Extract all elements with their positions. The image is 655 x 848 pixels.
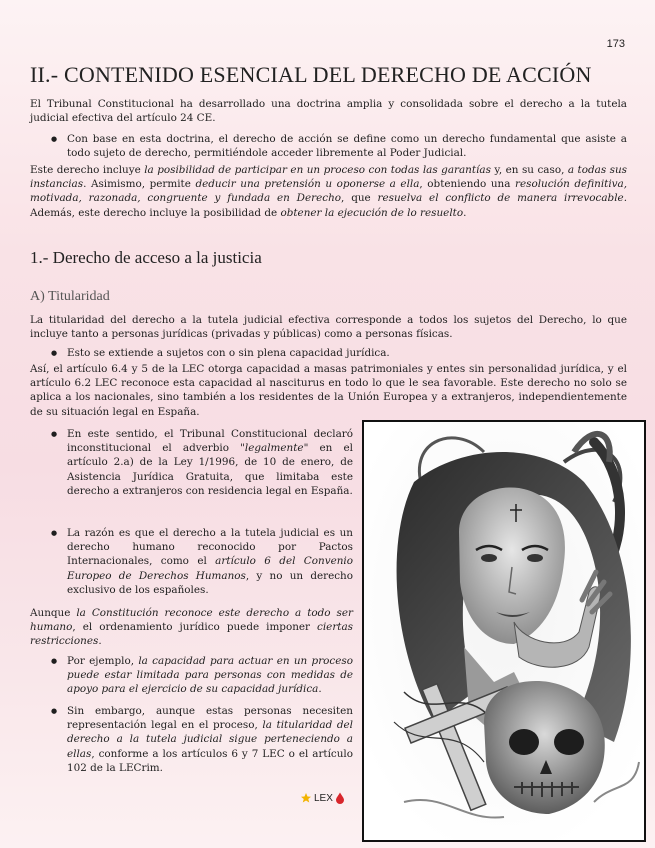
- intro-bullet-1: ● Con base en esta doctrina, el derecho de acción se define como un derecho fundamental que asiste a todo sujeto de derecho, permitiéndole acceder libremente al Poder Judicial.: [67, 132, 627, 160]
- titularidad-paragraph-2: Así, el artículo 6.4 y 5 de la LEC otorga capacidad a masas patrimoniales y entes sin personalidad jurídica, y el artículo 6.2 LEC reconoce esta capacidad al nasciturus en todo lo que le sea favorable. Este derecho no solo se aplica a los nacionales, sino también a los residentes de la Unión Europea y a extranjeros, independientemente de su situación legal en España.: [30, 363, 627, 418]
- star-icon: [300, 792, 312, 804]
- section-1-title: 1.- Derecho de acceso a la justicia: [30, 248, 262, 267]
- page-number: 173: [606, 38, 625, 50]
- titularidad-bullet-2: ● En este sentido, el Tribunal Constitucional declaró inconstitucional el adverbio "legalmente" en el artículo 2.a) de la Ley 1/1996, de 10 de enero, de Asistencia Jurídica Gratuita, que limitaba este derecho a extranjeros con residencia legal en España.: [67, 427, 353, 498]
- titularidad-bullet-3: ● La razón es que el derecho a la tutela judicial es un derecho humano reconocido por Pactos Internacionales, como el artículo 6 del Convenio Europeo de Derechos Humanos, y no un derecho exclusivo de los españoles.: [67, 526, 353, 597]
- titularidad-paragraph-1: La titularidad del derecho a la tutela judicial efectiva corresponde a todos los sujetos del Derecho, lo que incluye tanto a personas jurídicas (privadas y públicas) como a personas físicas.: [30, 314, 627, 341]
- section-heading: II.- CONTENIDO ESENCIAL DEL DERECHO DE ACCIÓN: [30, 62, 592, 87]
- drop-icon: [335, 792, 345, 804]
- intro-paragraph-2: Este derecho incluye la posibilidad de participar en un proceso con todas las garantías y, en su caso, a todas sus instancias. Asimismo, permite deducir una pretensión u oponerse a ella, obteniendo una resolución definitiva, motivada, razonada, congruente y fundada en Derecho, que resuelva el conflicto de manera irrevocable. Además, este derecho incluye la posibilidad de obtener la ejecución de lo resuelto.: [30, 164, 628, 219]
- illustration-icon: [364, 422, 644, 840]
- titularidad-bullet-4: ● Por ejemplo, la capacidad para actuar en un proceso puede estar limitada para personas con medidas de apoyo para el ejercicio de su capacidad jurídica.: [67, 654, 353, 697]
- titularidad-bullet-5: ● Sin embargo, aunque estas personas necesiten representación legal en el proceso, la titularidad del derecho a la tutela judicial sigue perteneciendo a ellas, conforme a los artículos 6 y 7 LEC o el artículo 102 de la LECrim.: [67, 704, 353, 775]
- subsection-a-title: A) Titularidad: [30, 289, 110, 304]
- brand-label: LEX: [314, 792, 333, 804]
- intro-paragraph-1: El Tribunal Constitucional ha desarrollado una doctrina amplia y consolidada sobre el derecho a la tutela judicial efectiva del artículo 24 CE.: [30, 98, 627, 125]
- titularidad-paragraph-3: Aunque la Constitución reconoce este derecho a todo ser humano, el ordenamiento jurídico puede imponer ciertas restricciones.: [30, 607, 353, 648]
- titularidad-bullet-1: ● Esto se extiende a sujetos con o sin plena capacidad jurídica.: [67, 346, 627, 360]
- nun-skull-illustration: [362, 420, 646, 842]
- brand-logo: [300, 792, 345, 804]
